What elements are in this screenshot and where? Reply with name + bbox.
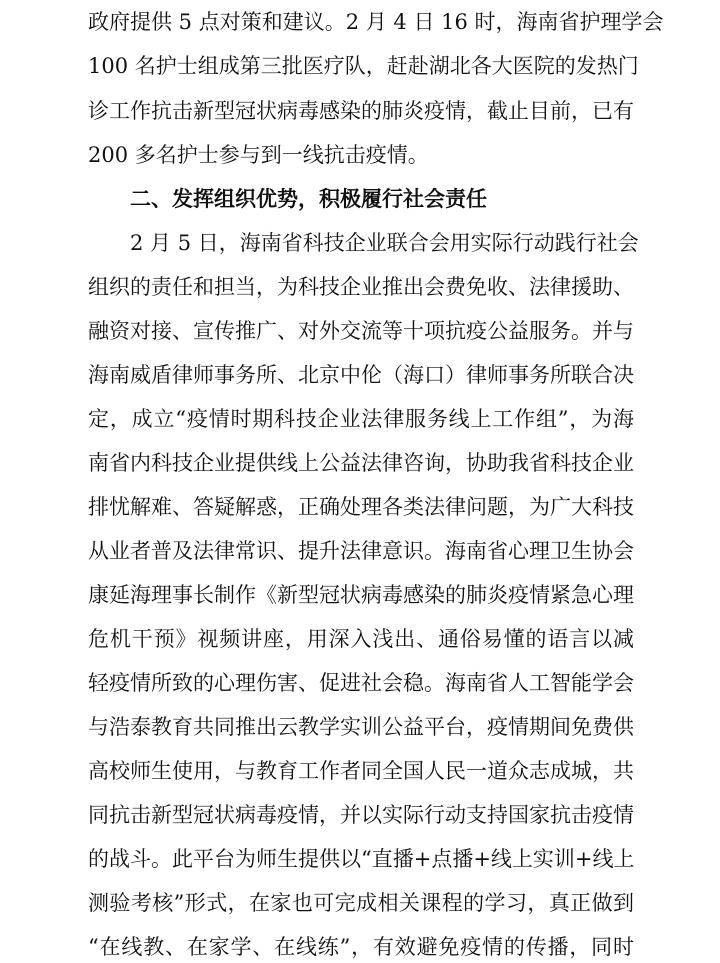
paragraph-line: 康延海理事长制作《新型冠状病毒感染的肺炎疫情紧急心理: [88, 583, 634, 607]
paragraph-line: 南省内科技企业提供线上公益法律咨询，协助我省科技企业: [88, 451, 634, 475]
paragraph-line: 200 多名护士参与到一线抗击疫情。: [88, 143, 429, 167]
paragraph-line: 高校师生使用，与教育工作者同全国人民一道众志成城，共: [88, 759, 634, 783]
paragraph-line: 的战斗。此平台为师生提供以“直播+点播+线上实训+线上: [88, 847, 635, 871]
paragraph-line: 诊工作抗击新型冠状病毒感染的肺炎疫情，截止目前，已有: [88, 99, 634, 123]
paragraph-line: 轻疫情所致的心理伤害、促进社会稳。海南省人工智能学会: [88, 671, 634, 695]
paragraph-line: 海南威盾律师事务所、北京中伦（海口）律师事务所联合决: [88, 363, 634, 387]
paragraph-line: 从业者普及法律常识、提升法律意识。海南省心理卫生协会: [88, 539, 634, 563]
paragraph-line: 组织的责任和担当，为科技企业推出会费免收、法律援助、: [88, 275, 634, 299]
paragraph-line: 排忧解难、答疑解惑，正确处理各类法律问题，为广大科技: [88, 495, 634, 519]
paragraph-line: 定，成立“疫情时期科技企业法律服务线上工作组”，为海: [88, 407, 634, 431]
paragraph-line: 2 月 5 日，海南省科技企业联合会用实际行动践行社会: [130, 231, 639, 255]
paragraph-line: “在线教、在家学、在线练”，有效避免疫情的传播，同时: [88, 935, 634, 959]
paragraph-line: 同抗击新型冠状病毒疫情，并以实际行动支持国家抗击疫情: [88, 803, 634, 827]
paragraph-line: 融资对接、宣传推广、对外交流等十项抗疫公益服务。并与: [88, 319, 634, 343]
section-heading: 二、发挥组织优势，积极履行社会责任: [130, 187, 487, 211]
paragraph-line: 与浩泰教育共同推出云教学实训公益平台，疫情期间免费供: [88, 715, 634, 739]
paragraph-line: 政府提供 5 点对策和建议。2 月 4 日 16 时，海南省护理学会: [88, 10, 664, 34]
paragraph-line: 危机干预》视频讲座，用深入浅出、通俗易懂的语言以减: [88, 627, 634, 651]
paragraph-line: 100 名护士组成第三批医疗队，赶赴湖北各大医院的发热门: [88, 54, 639, 78]
paragraph-line: 测验考核”形式，在家也可完成相关课程的学习，真正做到: [88, 891, 634, 915]
